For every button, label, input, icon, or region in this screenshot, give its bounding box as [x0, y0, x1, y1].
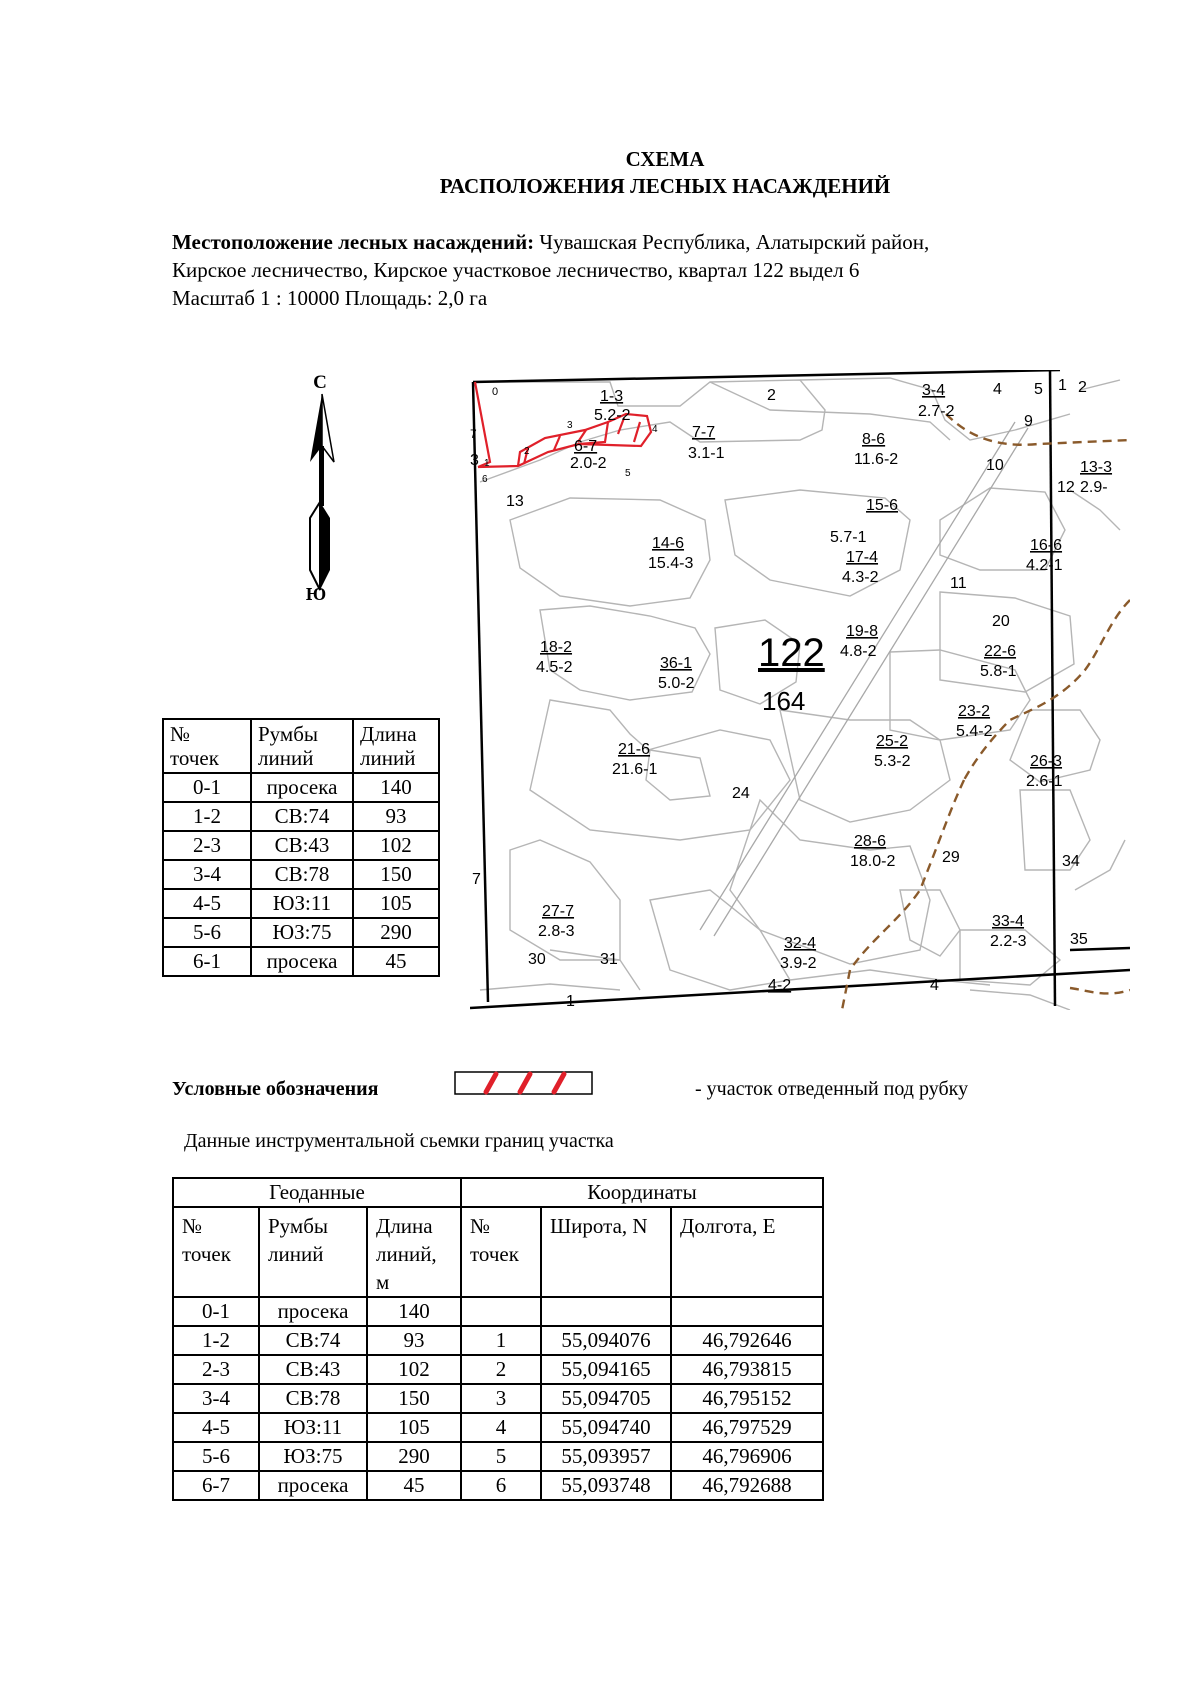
compass-south-label: Ю	[305, 584, 327, 600]
map-label: 5.2-2	[594, 407, 631, 424]
cell: 46,793815	[671, 1355, 823, 1384]
cell: 0-1	[163, 773, 251, 802]
cell: 55,093957	[541, 1442, 671, 1471]
map-label: 15-6	[866, 497, 899, 514]
map-label: 15.4-3	[648, 555, 694, 572]
north-arrow	[290, 370, 350, 600]
cell: 46,792646	[671, 1326, 823, 1355]
map-label: 4	[930, 977, 939, 994]
cell: ЮЗ:75	[251, 918, 353, 947]
table-row	[173, 1326, 823, 1355]
map-label: 1-3	[600, 388, 624, 405]
map-label: 7-7	[692, 424, 716, 441]
rhumbs-table	[162, 718, 440, 977]
cell	[461, 1297, 541, 1326]
header-point-number-2: № точек	[461, 1207, 541, 1297]
map-label: 18.0-2	[850, 853, 896, 870]
map-label: 10	[986, 457, 1004, 474]
map-label: 13	[506, 493, 524, 510]
table-row	[173, 1297, 823, 1326]
header-latitude: Широта, N	[541, 1207, 671, 1297]
cell: 55,094165	[541, 1355, 671, 1384]
survey-table	[172, 1177, 824, 1501]
legend-title: Условные обозначения	[172, 1078, 379, 1100]
cell: 6-1	[163, 947, 251, 976]
map-label: 2.7-2	[918, 403, 955, 420]
group-geodata: Геоданные	[173, 1178, 461, 1207]
map-label: 36-1	[660, 655, 693, 672]
cell: СВ:74	[259, 1326, 367, 1355]
header-point-number: № точек	[163, 719, 251, 773]
cell: СВ:43	[259, 1355, 367, 1384]
quarter-number: 122	[758, 631, 825, 675]
map-label: 33-4	[992, 913, 1025, 930]
map-label: 9	[1024, 413, 1033, 430]
map-label: 1	[1058, 377, 1067, 394]
map-label: 6-7	[574, 438, 598, 455]
map-label: 5.4-2	[956, 723, 993, 740]
cell: 45	[353, 947, 439, 976]
map-label: 3.9-2	[780, 955, 817, 972]
group-header-row	[173, 1178, 823, 1207]
table-row	[163, 831, 439, 860]
map-label: 3	[567, 420, 573, 431]
map-label: 2	[524, 446, 530, 457]
cell: СВ:74	[251, 802, 353, 831]
map-label: 2.9-	[1080, 479, 1108, 496]
cell: 5-6	[173, 1442, 259, 1471]
cell: 102	[367, 1355, 461, 1384]
map-label: 4	[652, 424, 658, 435]
cell: 2	[461, 1355, 541, 1384]
map-label: 13-3	[1080, 459, 1113, 476]
map-label: 3	[470, 452, 479, 469]
map-label: 29	[942, 849, 960, 866]
cell: 5-6	[163, 918, 251, 947]
legend-hatch-symbol	[454, 1070, 594, 1096]
header-length: Длина линий	[353, 719, 439, 773]
location-line-2: Кирское лесничество, Кирское участковое лесничество, квартал 122 выдел 6	[172, 258, 860, 282]
cell: 6	[461, 1471, 541, 1500]
cell: 1-2	[173, 1326, 259, 1355]
forest-quarter-map	[470, 370, 1130, 1010]
cell: 140	[367, 1297, 461, 1326]
group-coordinates: Координаты	[461, 1178, 823, 1207]
map-label: 30	[528, 951, 546, 968]
cell: 2-3	[173, 1355, 259, 1384]
map-label: 23-2	[958, 703, 991, 720]
map-label: 28-6	[854, 833, 887, 850]
map-label: 4.8-2	[840, 643, 877, 660]
map-label: 2.0-2	[570, 455, 607, 472]
cell: 46,795152	[671, 1384, 823, 1413]
cell: 140	[353, 773, 439, 802]
map-label: 21-6	[618, 741, 651, 758]
cell: 93	[353, 802, 439, 831]
cell: 290	[367, 1442, 461, 1471]
map-label: 16-6	[1030, 537, 1063, 554]
map-label: 12	[1057, 479, 1075, 496]
cell: 102	[353, 831, 439, 860]
map-label: 18-2	[540, 639, 573, 656]
cell: СВ:43	[251, 831, 353, 860]
map-label: 11	[950, 575, 967, 592]
table-row	[173, 1471, 823, 1500]
cell: ЮЗ:75	[259, 1442, 367, 1471]
cutting-plot-outline	[475, 382, 651, 467]
cell: 55,094076	[541, 1326, 671, 1355]
table-row	[163, 918, 439, 947]
map-label: 4.5-2	[536, 659, 573, 676]
cell: 3-4	[173, 1384, 259, 1413]
south-arrow-tail	[310, 502, 320, 590]
map-label: 3.1-1	[688, 445, 725, 462]
cell: 290	[353, 918, 439, 947]
cell: 46,797529	[671, 1413, 823, 1442]
table-row	[163, 889, 439, 918]
cell: 105	[367, 1413, 461, 1442]
map-label: 5	[625, 468, 631, 479]
map-label: 26-3	[1030, 753, 1063, 770]
cell: 4-5	[173, 1413, 259, 1442]
map-label: 4.3-2	[842, 569, 879, 586]
map-label: 14-6	[652, 535, 685, 552]
table-header-row	[173, 1207, 823, 1297]
cell: 46,796906	[671, 1442, 823, 1471]
cell: ЮЗ:11	[259, 1413, 367, 1442]
location-region: Чувашская Республика, Алатырский район,	[534, 230, 930, 254]
cell: СВ:78	[251, 860, 353, 889]
map-label: 2.6-1	[1026, 773, 1063, 790]
map-label: 7	[470, 427, 477, 441]
map-label: 35	[1070, 931, 1088, 948]
header-length: Длина линий, м	[367, 1207, 461, 1297]
location-line-3: Масштаб 1 : 10000 Площадь: 2,0 га	[172, 286, 488, 310]
cell: 55,093748	[541, 1471, 671, 1500]
table-row	[173, 1413, 823, 1442]
cell: 55,094740	[541, 1413, 671, 1442]
cell: 150	[353, 860, 439, 889]
cell: 4	[461, 1413, 541, 1442]
map-label: 27-7	[542, 903, 575, 920]
header-point-number: № точек	[173, 1207, 259, 1297]
location-line-1	[172, 228, 929, 256]
cell: 1	[461, 1326, 541, 1355]
map-label: 32-4	[784, 935, 817, 952]
cell: 3-4	[163, 860, 251, 889]
map-label: 19-8	[846, 623, 879, 640]
table-row	[163, 860, 439, 889]
cell: просека	[259, 1297, 367, 1326]
survey-subtitle: Данные инструментальной сьемки границ участка	[184, 1130, 614, 1152]
cell: просека	[251, 947, 353, 976]
cell: 0-1	[173, 1297, 259, 1326]
map-label: 5	[1034, 381, 1043, 398]
map-label: 4.2-1	[1026, 557, 1063, 574]
cell: 45	[367, 1471, 461, 1500]
cell: 3	[461, 1384, 541, 1413]
cell	[541, 1297, 671, 1326]
header-longitude: Долгота, E	[671, 1207, 823, 1297]
location-label: Местоположение лесных насаждений:	[172, 230, 535, 254]
cell: 150	[367, 1384, 461, 1413]
cell: 4-5	[163, 889, 251, 918]
table-row	[173, 1355, 823, 1384]
cell: просека	[251, 773, 353, 802]
map-label: 3-4	[922, 382, 946, 399]
table-row	[173, 1384, 823, 1413]
map-label: 34	[1062, 853, 1080, 870]
map-label: 2.2-3	[990, 933, 1027, 950]
map-label: 1	[566, 993, 575, 1010]
cell: СВ:78	[259, 1384, 367, 1413]
cell: 55,094705	[541, 1384, 671, 1413]
legend-description: - участок отведенный под рубку	[695, 1078, 969, 1100]
quarter-area: 164	[762, 686, 806, 716]
map-label: 2	[767, 387, 776, 404]
map-label: 1	[484, 458, 490, 469]
map-label: 4-2	[768, 977, 792, 994]
document-title: СХЕМА	[625, 147, 705, 171]
map-label: 2.8-3	[538, 923, 575, 940]
cell: просека	[259, 1471, 367, 1500]
map-label: 11.6-2	[854, 451, 899, 468]
table-row	[163, 947, 439, 976]
cell: 105	[353, 889, 439, 918]
map-label: 2	[1078, 379, 1087, 396]
cell: 1-2	[163, 802, 251, 831]
map-label: 5.0-2	[658, 675, 695, 692]
header-rhumbs: Румбы линий	[251, 719, 353, 773]
map-label: 20	[992, 613, 1010, 630]
map-label: 8-6	[862, 431, 886, 448]
map-label: 22-6	[984, 643, 1017, 660]
map-label: 0	[492, 386, 499, 398]
map-label: 17-4	[846, 549, 879, 566]
map-label: 5.8-1	[980, 663, 1017, 680]
cell: 6-7	[173, 1471, 259, 1500]
map-label: 6	[482, 474, 488, 485]
cell	[671, 1297, 823, 1326]
table-row	[173, 1442, 823, 1471]
table-header-row	[163, 719, 439, 773]
table-row	[163, 802, 439, 831]
cell: 5	[461, 1442, 541, 1471]
map-label: 24	[732, 785, 750, 802]
map-label: 7	[472, 871, 481, 888]
map-label: 5.7-1	[830, 529, 867, 546]
map-label: 31	[600, 951, 618, 968]
map-label: 4	[993, 381, 1002, 398]
cell: 93	[367, 1326, 461, 1355]
table-row	[163, 773, 439, 802]
document-subtitle: РАСПОЛОЖЕНИЯ ЛЕСНЫХ НАСАЖДЕНИЙ	[439, 174, 891, 198]
header-rhumbs: Румбы линий	[259, 1207, 367, 1297]
map-label: 25-2	[876, 733, 909, 750]
map-label: 21.6-1	[612, 761, 658, 778]
cell: 2-3	[163, 831, 251, 860]
compass-north-label: С	[313, 372, 327, 393]
map-label: 5.3-2	[874, 753, 911, 770]
cell: 46,792688	[671, 1471, 823, 1500]
cell: ЮЗ:11	[251, 889, 353, 918]
